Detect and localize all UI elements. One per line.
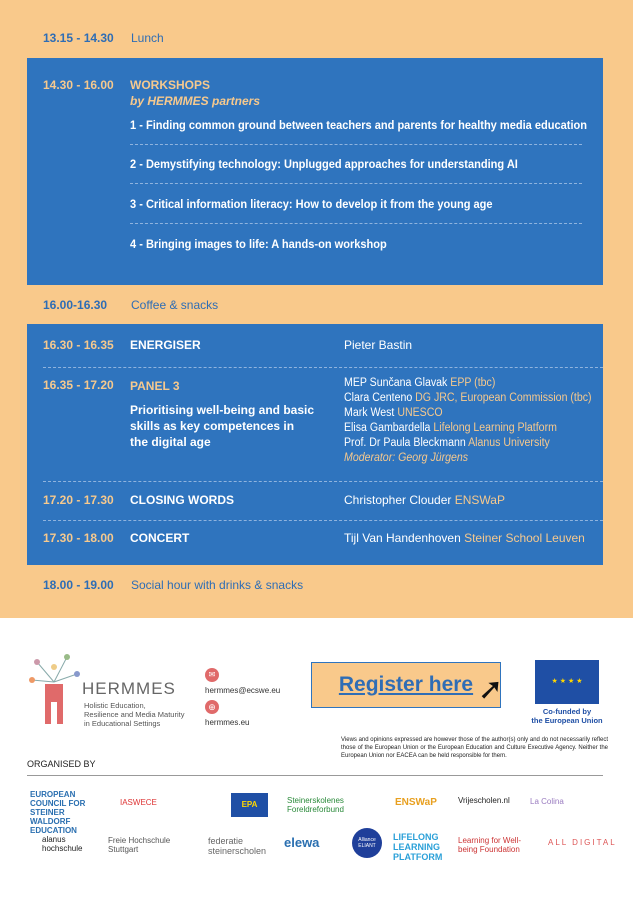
register-button[interactable] — [311, 662, 504, 708]
speaker-org: Steiner School Leuven — [464, 531, 585, 545]
partner-logo: Learning for Well-being Foundation — [458, 836, 521, 854]
label: Coffee & snacks — [131, 298, 219, 312]
eu-flag-icon: ★ ★ ★ ★ — [535, 660, 599, 704]
closing-title: CLOSING WORDS — [130, 493, 234, 507]
brand-tagline: Holistic Education, — [84, 701, 146, 710]
label: Lunch — [131, 31, 164, 45]
speaker-org: DG JRC, European Commission (tbc) — [415, 392, 592, 404]
brand-name: HERMMES — [82, 679, 176, 698]
speaker-org: ENSWaP — [454, 493, 505, 507]
speaker-org: Lifelong Learning Platform — [433, 422, 557, 434]
speaker-name: MEP Sunčana Glavak — [344, 377, 448, 389]
register-label: Register here — [338, 673, 474, 696]
website-link[interactable]: hermmes.eu — [205, 718, 250, 727]
eu-label: Co-funded by — [542, 707, 592, 716]
partner-logo: ENSWaP — [395, 797, 437, 808]
workshop-item: 3 - Critical information literacy: How to develop it from the young age — [130, 197, 493, 211]
tree-figure-icon — [27, 652, 82, 727]
partner-logo: federatie steinerscholen — [208, 836, 267, 856]
time: 16.30 - 16.35 — [43, 338, 114, 352]
workshops-title: WORKSHOPS — [130, 78, 211, 92]
time: 16.00-16.30 — [43, 298, 108, 312]
partner-logo: elewa — [284, 835, 320, 850]
afternoon-box — [27, 324, 603, 565]
time: 13.15 - 14.30 — [43, 31, 114, 45]
cursor-click-icon: ➚ — [478, 673, 504, 706]
workshop-item: 1 - Finding common ground between teachers and parents for healthy media education — [130, 118, 588, 132]
speaker-name: Elisa Gambardella — [344, 422, 431, 434]
partner-logo: LIFELONG LEARNING PLATFORM — [393, 832, 443, 862]
disclaimer: Views and opinions expressed are however those of the author(s) only and do not necessarily reflect those of the European Union or the European Education and Culture Executive Agency. Neither the European Union nor EACEA can be held responsible for them. — [341, 737, 608, 759]
hermmes-logo — [27, 652, 185, 732]
partner-logo: Vrijescholen.nl — [458, 796, 510, 805]
time: 17.30 - 18.00 — [43, 531, 114, 545]
speaker: Pieter Bastin — [344, 338, 413, 352]
organised-by-heading: ORGANISED BY — [27, 759, 96, 769]
time: 16.35 - 17.20 — [43, 378, 114, 392]
time: 17.20 - 17.30 — [43, 493, 114, 507]
moderator: Moderator: Georg Jürgens — [344, 452, 469, 464]
time: 14.30 - 16.00 — [43, 78, 114, 92]
panel-topic: Prioritising well-being and basic skills as key competences in the digital age — [130, 403, 315, 449]
globe-icon: ⊕ — [205, 700, 219, 714]
energiser-title: ENERGISER — [130, 338, 201, 352]
partner-logo: La Colina — [530, 797, 564, 806]
partner-logo: alanus hochschule — [42, 835, 83, 853]
email-link[interactable]: hermmes@ecswe.eu — [205, 686, 281, 695]
workshops-subtitle: by HERMMES partners — [130, 94, 261, 108]
eu-label: the European Union — [531, 716, 603, 725]
panel-title: PANEL 3 — [130, 379, 180, 393]
workshop-item: 4 - Bringing images to life: A hands-on workshop — [130, 237, 387, 251]
speaker-org: Alanus University — [468, 437, 550, 449]
brand-tagline: in Educational Settings — [84, 719, 161, 728]
brand-tagline: Resilience and Media Maturity — [84, 710, 185, 719]
partner-logo: EPA — [231, 793, 268, 817]
workshops-box — [27, 58, 603, 285]
partner-logo: IASWECE — [120, 798, 157, 807]
partner-logo: Alliance ELIANT — [352, 828, 382, 858]
speaker-list — [344, 376, 592, 466]
concert-title: CONCERT — [130, 531, 190, 545]
speaker-org: UNESCO — [397, 407, 443, 419]
speaker-name: Mark West — [344, 407, 395, 419]
speaker: Tijl Van Handenhoven — [344, 531, 461, 545]
label: Social hour with drinks & snacks — [131, 578, 304, 592]
partner-logo: Freie Hochschule Stuttgart — [108, 836, 171, 854]
partner-logo: Steinerskolenes Foreldreforbund — [287, 796, 344, 814]
speaker-name: Clara Centeno — [344, 392, 413, 404]
partner-logo: EUROPEAN COUNCIL FOR STEINER WALDORF EDUCATION — [30, 790, 86, 835]
time: 18.00 - 19.00 — [43, 578, 114, 592]
speaker-name: Prof. Dr Paula Bleckmann — [344, 437, 466, 449]
speaker-org: EPP (tbc) — [450, 377, 496, 389]
divider — [27, 775, 603, 776]
email-icon: ✉ — [205, 668, 219, 682]
partner-logo: ALL DIGITAL — [548, 838, 617, 847]
speaker: Christopher Clouder — [344, 493, 452, 507]
workshop-item: 2 - Demystifying technology: Unplugged approaches for understanding AI — [130, 157, 518, 171]
